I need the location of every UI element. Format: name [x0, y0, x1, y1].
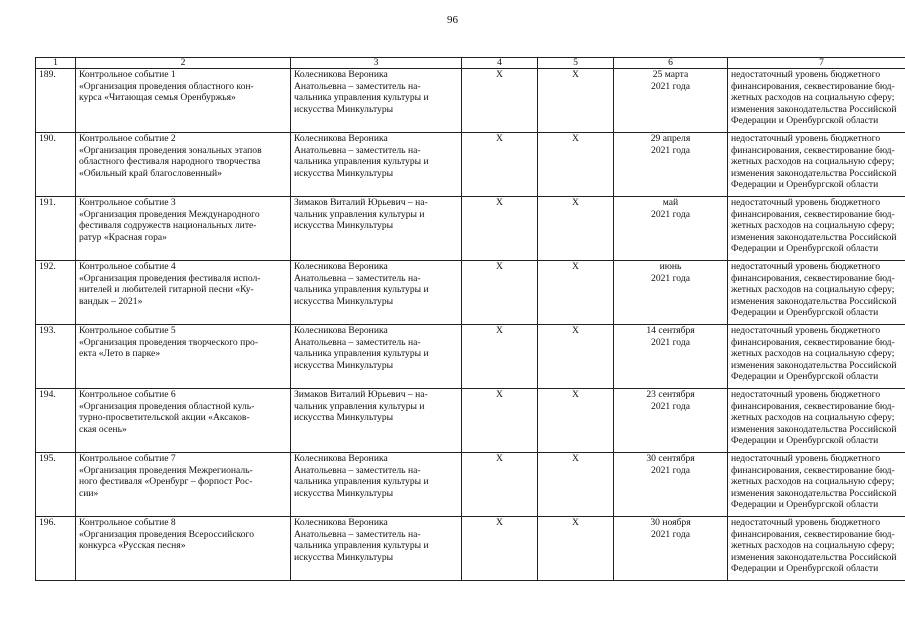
col5-cell: X — [538, 261, 614, 325]
row-number: 193. — [36, 325, 76, 389]
row-number: 189. — [36, 69, 76, 133]
col4-cell: X — [462, 261, 538, 325]
risk-cell: недостаточный уровень бюджетного финансирования, секвестирование бюд- жетных расходов на социальную сферу; изменения законодательства Российской Федерации и Оренбургской области — [728, 133, 905, 197]
date-cell: 30 ноября 2021 года — [614, 517, 728, 581]
col4-cell: X — [462, 69, 538, 133]
table-row — [36, 197, 905, 261]
event-cell: Контрольное событие 2 «Организация проведения зональных этапов областного фестиваля народного творчества «Обильный край благословенный» — [76, 133, 291, 197]
col4-cell: X — [462, 389, 538, 453]
col5-cell: X — [538, 133, 614, 197]
table-row — [36, 389, 905, 453]
risk-cell: недостаточный уровень бюджетного финансирования, секвестирование бюд- жетных расходов на социальную сферу; изменения законодательства Российской Федерации и Оренбургской области — [728, 69, 905, 133]
col5-cell: X — [538, 197, 614, 261]
responsible-cell: Колесникова Вероника Анатольевна – заместитель на- чальника управления культуры и искусства Минкультуры — [291, 133, 462, 197]
col4-cell: X — [462, 133, 538, 197]
header-cell: 2 — [76, 58, 291, 69]
date-cell: 14 сентября 2021 года — [614, 325, 728, 389]
responsible-cell: Колесникова Вероника Анатольевна – заместитель на- чальника управления культуры и искусства Минкультуры — [291, 69, 462, 133]
risk-cell: недостаточный уровень бюджетного финансирования, секвестирование бюд- жетных расходов на социальную сферу; изменения законодательства Российской Федерации и Оренбургской области — [728, 517, 905, 581]
date-cell: июнь 2021 года — [614, 261, 728, 325]
responsible-cell: Колесникова Вероника Анатольевна – заместитель на- чальника управления культуры и искусства Минкультуры — [291, 453, 462, 517]
col5-cell: X — [538, 517, 614, 581]
risk-cell: недостаточный уровень бюджетного финансирования, секвестирование бюд- жетных расходов на социальную сферу; изменения законодательства Российской Федерации и Оренбургской области — [728, 325, 905, 389]
row-number: 196. — [36, 517, 76, 581]
row-number: 192. — [36, 261, 76, 325]
responsible-cell: Колесникова Вероника Анатольевна – заместитель на- чальника управления культуры и искусства Минкультуры — [291, 325, 462, 389]
table-row — [36, 261, 905, 325]
event-cell: Контрольное событие 1 «Организация проведения областного кон- курса «Читающая семья Оренбуржья» — [76, 69, 291, 133]
date-cell: 29 апреля 2021 года — [614, 133, 728, 197]
responsible-cell: Зимаков Виталий Юрьевич – на- чальник управления культуры и искусства Минкультуры — [291, 197, 462, 261]
row-number: 191. — [36, 197, 76, 261]
event-cell: Контрольное событие 4 «Организация проведения фестиваля испол- нителей и любителей гитарной песни «Ку- вандык – 2021» — [76, 261, 291, 325]
table-row — [36, 517, 905, 581]
date-cell: 30 сентября 2021 года — [614, 453, 728, 517]
risk-cell: недостаточный уровень бюджетного финансирования, секвестирование бюд- жетных расходов на социальную сферу; изменения законодательства Российской Федерации и Оренбургской области — [728, 197, 905, 261]
header-cell: 4 — [462, 58, 538, 69]
risk-cell: недостаточный уровень бюджетного финансирования, секвестирование бюд- жетных расходов на социальную сферу; изменения законодательства Российской Федерации и Оренбургской области — [728, 453, 905, 517]
header-row — [36, 58, 905, 69]
risk-cell: недостаточный уровень бюджетного финансирования, секвестирование бюд- жетных расходов на социальную сферу; изменения законодательства Российской Федерации и Оренбургской области — [728, 261, 905, 325]
col5-cell: X — [538, 325, 614, 389]
col4-cell: X — [462, 517, 538, 581]
control-events-table — [35, 57, 905, 581]
header-cell: 3 — [291, 58, 462, 69]
date-cell: 23 сентября 2021 года — [614, 389, 728, 453]
event-cell: Контрольное событие 7 «Организация проведения Межрегиональ- ного фестиваля «Оренбург – форпост Рос- сии» — [76, 453, 291, 517]
table-row — [36, 325, 905, 389]
table-row — [36, 69, 905, 133]
responsible-cell: Зимаков Виталий Юрьевич – на- чальник управления культуры и искусства Минкультуры — [291, 389, 462, 453]
page-number: 96 — [447, 14, 458, 26]
risk-cell: недостаточный уровень бюджетного финансирования, секвестирование бюд- жетных расходов на социальную сферу; изменения законодательства Российской Федерации и Оренбургской области — [728, 389, 905, 453]
col4-cell: X — [462, 453, 538, 517]
row-number: 194. — [36, 389, 76, 453]
row-number: 195. — [36, 453, 76, 517]
header-cell: 5 — [538, 58, 614, 69]
event-cell: Контрольное событие 6 «Организация проведения областной куль- турно-просветительской акции «Аксаков- ская осень» — [76, 389, 291, 453]
header-cell: 7 — [728, 58, 905, 69]
col5-cell: X — [538, 453, 614, 517]
date-cell: май 2021 года — [614, 197, 728, 261]
col5-cell: X — [538, 69, 614, 133]
event-cell: Контрольное событие 8 «Организация проведения Всероссийского конкурса «Русская песня» — [76, 517, 291, 581]
table-row — [36, 133, 905, 197]
responsible-cell: Колесникова Вероника Анатольевна – заместитель на- чальника управления культуры и искусства Минкультуры — [291, 517, 462, 581]
col4-cell: X — [462, 325, 538, 389]
col4-cell: X — [462, 197, 538, 261]
col5-cell: X — [538, 389, 614, 453]
event-cell: Контрольное событие 3 «Организация проведения Международного фестиваля содружеств национальных лите- ратур «Красная гора» — [76, 197, 291, 261]
responsible-cell: Колесникова Вероника Анатольевна – заместитель на- чальника управления культуры и искусства Минкультуры — [291, 261, 462, 325]
table-row — [36, 453, 905, 517]
row-number: 190. — [36, 133, 76, 197]
header-cell: 1 — [36, 58, 76, 69]
header-cell: 6 — [614, 58, 728, 69]
date-cell: 25 марта 2021 года — [614, 69, 728, 133]
event-cell: Контрольное событие 5 «Организация проведения творческого про- екта «Лето в парке» — [76, 325, 291, 389]
